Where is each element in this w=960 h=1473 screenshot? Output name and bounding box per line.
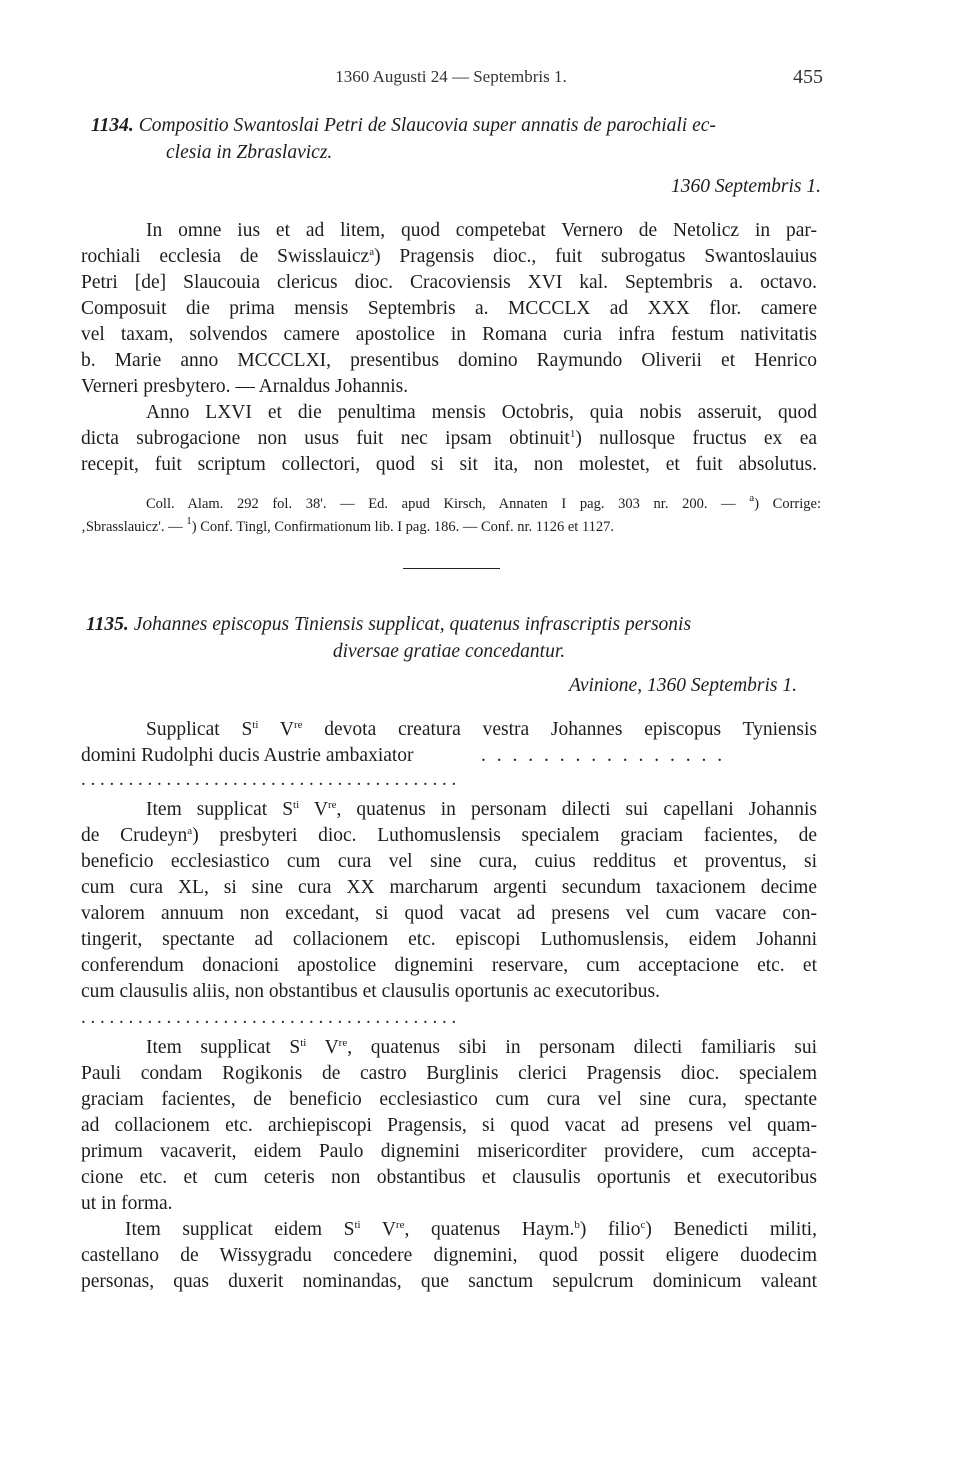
doc-1134-p2-line-1: Anno LXVI et die penultima mensis Octobris, quia nobis asseruit, quod [146, 402, 817, 423]
supplication-3-line-2: Pauli condam Rogikonis de castro Burglinis clerici Pragensis dioc. specialem [81, 1063, 817, 1084]
doc-1134-footnote-line-2: ‚Sbrasslauicz'. — $^1$) Conf. Tingl, Confirmationum lib. I pag. 186. — Conf. nr. 1126 et 1127. [81, 515, 615, 535]
supplication-2-line-1: Item supplicat $S^{ti}$ Vre, quatenus in personam dilecti sui capellani Johannis [146, 799, 817, 820]
doc-1134-p1-line-1: In omne ius et ad litem, quod competebat Vernero de Netolicz in par- [146, 220, 817, 241]
doc-1134-p2-line-2: dicta subrogacione non usus fuit nec ipsam obtinuit$^1$) nullosque fructus ex ea [81, 428, 817, 449]
supplication-2-line-3: beneficio ecclesiastico cum cura vel sine cura, cuius redditus et proventus, si [81, 851, 817, 872]
doc-1135-number: 1135. [86, 614, 129, 635]
supplication-3-line-5: primum vacaverit, eidem Paulo dignemini misericorditer providere, cum accepta- [81, 1141, 817, 1162]
page-number: 455 [793, 66, 823, 88]
supplication-3-line-3: graciam facientes, de beneficio ecclesiastico cum cura vel sine cura, spectante [81, 1089, 817, 1110]
omission-dots-2: . . . . . . . . . . . . . . . . . . . . . . . . . . . . . . . . . . . . . . . . [81, 1008, 457, 1028]
doc-1134-p1-line-6: b. Marie anno MCCCLXI, presentibus domino Raymundo Oliverii et Henrico [81, 350, 817, 371]
supplication-4-line-3: personas, quas duxerit nominandas, que sanctum sepulcrum dominicum valeant [81, 1271, 817, 1292]
doc-1135-date: Avinione, 1360 Septembris 1. [568, 675, 797, 696]
doc-1134-p2-line-3: recepit, fuit scriptum collectori, quod si sit ita, non molestet, et fuit absolutus. [81, 454, 817, 475]
supplication-2-line-6: tingerit, spectante ad collacionem etc. episcopi Luthomuslensis, eidem Johanni [81, 929, 817, 950]
supplication-1-line-1: Supplicat $S^{ti}$ Vre devota creatura vestra Johannes episcopus Tyniensis [146, 719, 817, 740]
supplication-2-line-7: conferendum donacioni apostolice dignemini reservare, cum acceptacione etc. et [81, 955, 817, 976]
doc-1135-title-line-1: 1135. Johannes episcopus Tiniensis supplicat, quatenus infrascriptis personis [86, 614, 692, 635]
supplication-2-line-4: cum cura XL, si sine cura XX marcharum argenti secundum taxacionem decime [81, 877, 817, 898]
supplication-2-line-8: cum clausulis aliis, non obstantibus et clausulis oportunis ac executoribus. [81, 981, 660, 1002]
supplication-4-line-2: castellano de Wissygradu concedere dignemini, quod possit eligere duodecim [81, 1245, 817, 1266]
supplication-2-line-5: valorem annuum non excedant, si quod vacat ad presens vel cum vacare con- [81, 903, 817, 924]
supplication-3-line-4: ad collacionem etc. archiepiscopi Pragensis, si quod vacat ad presens vel quam- [81, 1115, 817, 1136]
supplication-2-line-2: de Crudeyn$^a$) presbyteri dioc. Luthomuslensis specialem graciam facientes, de [81, 825, 817, 846]
supplication-3-line-6: cione etc. et cum ceteris non obstantibus et clausulis oportunis et executoribus [81, 1167, 817, 1188]
section-divider [403, 568, 500, 569]
omission-dots-1: . . . . . . . . . . . . . . . . . . . . . . . . . . . . . . . . . . . . . . . . [81, 770, 457, 790]
supplication-1-line-2: domini Rudolphi ducis Austrie ambaxiator . . . . . . . . . . . . . . . . [81, 745, 726, 766]
doc-1134-date: 1360 Septembris 1. [670, 176, 821, 197]
doc-1134-p1-line-4: Composuit die prima mensis Septembris a. MCCCLX ad XXX flor. camere [81, 298, 817, 319]
doc-1134-p1-line-2: rochiali ecclesia de Swisslauicz$^a$) Pragensis dioc., fuit subrogatus Swantoslauius [81, 246, 817, 267]
doc-1134-p1-line-3: Petri [de] Slaucouia clericus dioc. Cracoviensis XVI kal. Septembris a. octavo. [81, 272, 817, 293]
doc-1134-number: 1134. [91, 115, 134, 136]
doc-1134-title-line-2: clesia in Zbraslavicz. [166, 142, 333, 163]
doc-1134-title-line-1: 1134. Compositio Swantoslai Petri de Slaucovia super annatis de parochiali ec- [91, 115, 716, 136]
doc-1134-p1-line-7: Verneri presbytero. — Arnaldus Johannis. [81, 376, 409, 397]
doc-1134-p1-line-5: vel taxam, solvendos camere apostolice in Romana curia infra festum nativitatis [81, 324, 817, 345]
supplication-3-line-7: ut in forma. [81, 1193, 173, 1214]
ellipsis-dots: . . . . . . . . . . . . . . . . [481, 745, 726, 766]
doc-1135-title-line-2: diversae gratiae concedantur. [332, 641, 566, 662]
doc-1134-footnote-line-1: Coll. Alam. 292 fol. 38'. — Ed. apud Kirsch, Annaten I pag. 303 nr. 200. — $^a$) Corrige: [146, 492, 821, 512]
supplication-4-line-1: Item supplicat eidem $S^{ti}$ Vre, quatenus Haym.$^b$) filio$^c$) Benedicti militi, [125, 1219, 817, 1240]
supplication-3-line-1: Item supplicat $S^{ti}$ Vre, quatenus sibi in personam dilecti familiaris sui [146, 1037, 818, 1058]
running-title: 1360 Augusti 24 — Septembris 1. [335, 67, 567, 86]
